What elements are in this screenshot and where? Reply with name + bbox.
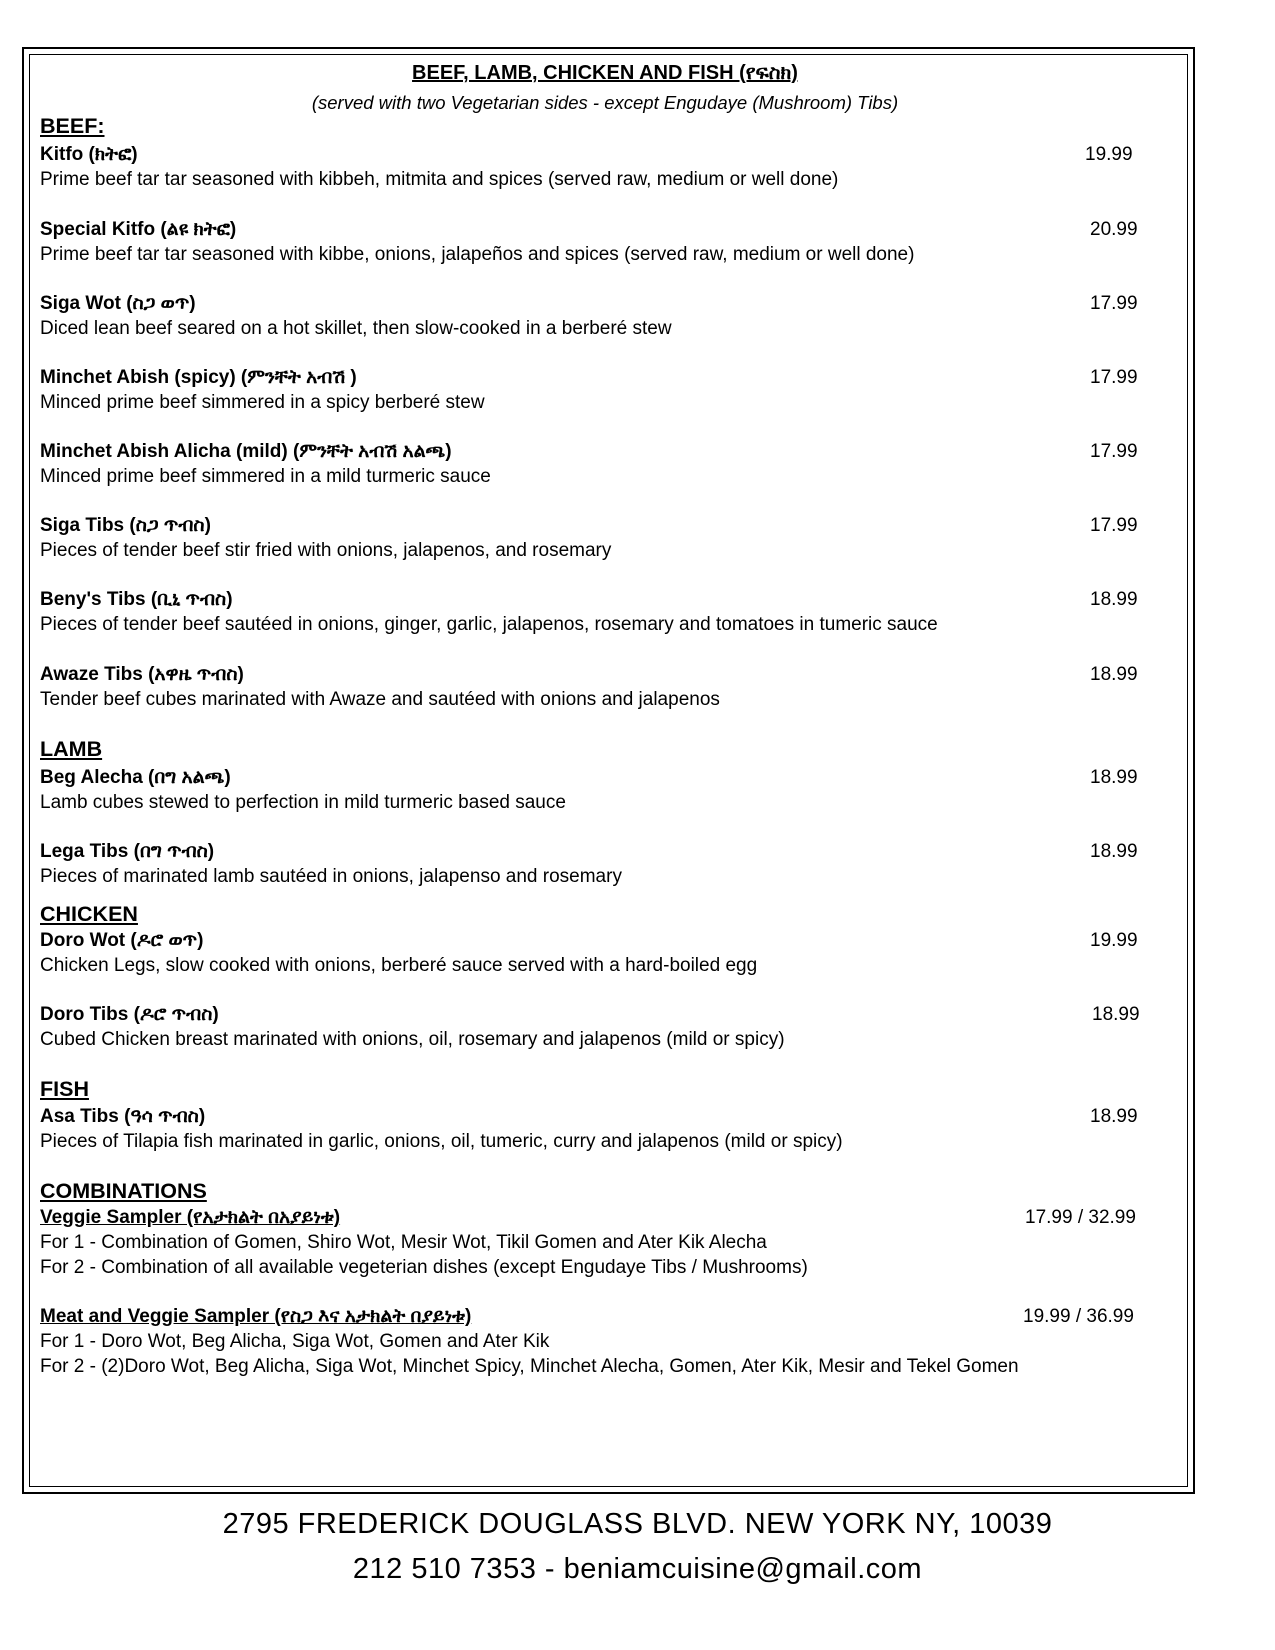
item-name: Lega Tibs (በግ ጥብስ) xyxy=(40,841,215,862)
menu-item-siga-wot xyxy=(40,291,1170,341)
menu-item-siga-tibs xyxy=(40,513,1170,563)
item-price: 18.99 xyxy=(1090,589,1138,610)
menu-item-veggie-sampler xyxy=(40,1205,1170,1280)
item-price: 18.99 xyxy=(1090,767,1138,788)
item-description: Minced prime beef simmered in a mild turmeric sauce xyxy=(40,466,491,487)
item-price: 18.99 xyxy=(1090,664,1138,685)
menu-item-asa-tibs xyxy=(40,1104,1170,1154)
item-name: Kitfo (ክትፎ) xyxy=(40,144,138,165)
item-description: Pieces of Tilapia fish marinated in garlic, onions, oil, tumeric, curry and jalapenos (mild or spicy) xyxy=(40,1131,843,1152)
item-name: Awaze Tibs (አዋዜ ጥብስ) xyxy=(40,664,244,685)
menu-item-special-kitfo xyxy=(40,217,1170,267)
menu-item-meat-veggie-sampler xyxy=(40,1304,1170,1379)
item-name: Doro Tibs (ዶሮ ጥብስ) xyxy=(40,1004,219,1025)
menu-subtitle: (served with two Vegetarian sides - except Engudaye (Mushroom) Tibs) xyxy=(311,92,899,113)
footer-contact: 212 510 7353 - beniamcuisine@gmail.com xyxy=(352,1553,923,1585)
item-price: 17.99 xyxy=(1090,367,1138,388)
item-description: For 1 - Combination of Gomen, Shiro Wot, Mesir Wot, Tikil Gomen and Ater Kik Alecha xyxy=(40,1232,767,1253)
item-price: 17.99 xyxy=(1090,515,1138,536)
item-description: Diced lean beef seared on a hot skillet, then slow-cooked in a berberé stew xyxy=(40,318,672,339)
item-name: Siga Tibs (ስጋ ጥብስ) xyxy=(40,515,211,536)
item-price: 17.99 / 32.99 xyxy=(1025,1207,1136,1228)
item-price: 18.99 xyxy=(1090,841,1138,862)
item-price: 17.99 xyxy=(1090,441,1138,462)
item-price: 19.99 xyxy=(1085,144,1133,165)
section-heading-chicken: CHICKEN xyxy=(40,902,138,926)
item-name: Veggie Sampler (የአታክልት በአያይነቱ) xyxy=(40,1207,341,1228)
item-name: Minchet Abish Alicha (mild) (ምንቸት አብሽ አልጫ) xyxy=(40,441,452,462)
menu-item-kitfo xyxy=(40,142,1170,192)
item-price: 17.99 xyxy=(1090,293,1138,314)
menu-item-awaze-tibs xyxy=(40,662,1170,712)
item-description: For 2 - (2)Doro Wot, Beg Alicha, Siga Wot, Minchet Spicy, Minchet Alecha, Gomen, Ater Kik, Mesir and Tekel Gomen xyxy=(40,1356,1019,1377)
item-description: Minced prime beef simmered in a spicy berberé stew xyxy=(40,392,485,413)
menu-item-lega-tibs xyxy=(40,839,1170,889)
item-description: Pieces of tender beef stir fried with onions, jalapenos, and rosemary xyxy=(40,540,612,561)
item-description: Tender beef cubes marinated with Awaze and sautéed with onions and jalapenos xyxy=(40,689,720,710)
item-description: For 1 - Doro Wot, Beg Alicha, Siga Wot, Gomen and Ater Kik xyxy=(40,1331,550,1352)
item-name: Siga Wot (ስጋ ወጥ) xyxy=(40,293,196,314)
item-name: Special Kitfo (ልዩ ክትፎ) xyxy=(40,219,237,240)
menu-title: BEEF, LAMB, CHICKEN AND FISH (የፍስክ) xyxy=(412,62,798,84)
menu-item-doro-wot xyxy=(40,928,1170,978)
item-name: Doro Wot (ዶሮ ወጥ) xyxy=(40,930,204,951)
item-name: Asa Tibs (ዓሳ ጥብስ) xyxy=(40,1106,206,1127)
menu-item-minchet-abish xyxy=(40,365,1170,415)
item-name: Minchet Abish (spicy) (ምንቸት አብሽ ) xyxy=(40,367,357,388)
item-description: Cubed Chicken breast marinated with onions, oil, rosemary and jalapenos (mild or spicy) xyxy=(40,1029,785,1050)
item-description: Lamb cubes stewed to perfection in mild turmeric based sauce xyxy=(40,792,566,813)
section-heading-lamb: LAMB xyxy=(40,737,103,761)
item-name: Meat and Veggie Sampler (የስጋ እና አታክልት በያይነቱ) xyxy=(40,1306,472,1327)
item-name: Beg Alecha (በግ አልጫ) xyxy=(40,767,231,788)
footer-address: 2795 FREDERICK DOUGLASS BLVD. NEW YORK NY, 10039 xyxy=(222,1508,1053,1540)
item-description: Prime beef tar tar seasoned with kibbeh, mitmita and spices (served raw, medium or well done) xyxy=(40,169,839,190)
item-price: 19.99 xyxy=(1090,930,1138,951)
item-description: Chicken Legs, slow cooked with onions, berberé sauce served with a hard-boiled egg xyxy=(40,955,758,976)
menu-item-benys-tibs xyxy=(40,587,1170,637)
item-description: Pieces of tender beef sautéed in onions, ginger, garlic, jalapenos, rosemary and tomatoes in tumeric sauce xyxy=(40,614,938,635)
item-description: Pieces of marinated lamb sautéed in onions, jalapenso and rosemary xyxy=(40,866,622,887)
item-price: 19.99 / 36.99 xyxy=(1023,1306,1134,1327)
section-heading-beef: BEEF: xyxy=(40,114,105,138)
section-heading-combinations: COMBINATIONS xyxy=(40,1179,207,1203)
item-price: 18.99 xyxy=(1092,1004,1140,1025)
menu-item-minchet-alicha xyxy=(40,439,1170,489)
item-description: Prime beef tar tar seasoned with kibbe, onions, jalapeños and spices (served raw, medium or well done) xyxy=(40,244,915,265)
item-description: For 2 - Combination of all available vegeterian dishes (except Engudaye Tibs / Mushrooms) xyxy=(40,1257,808,1278)
section-heading-fish: FISH xyxy=(40,1077,89,1101)
item-name: Beny's Tibs (ቢኒ ጥብስ) xyxy=(40,589,233,610)
item-price: 18.99 xyxy=(1090,1106,1138,1127)
menu-item-doro-tibs xyxy=(40,1002,1170,1052)
item-price: 20.99 xyxy=(1090,219,1138,240)
menu-item-beg-alecha xyxy=(40,765,1170,815)
